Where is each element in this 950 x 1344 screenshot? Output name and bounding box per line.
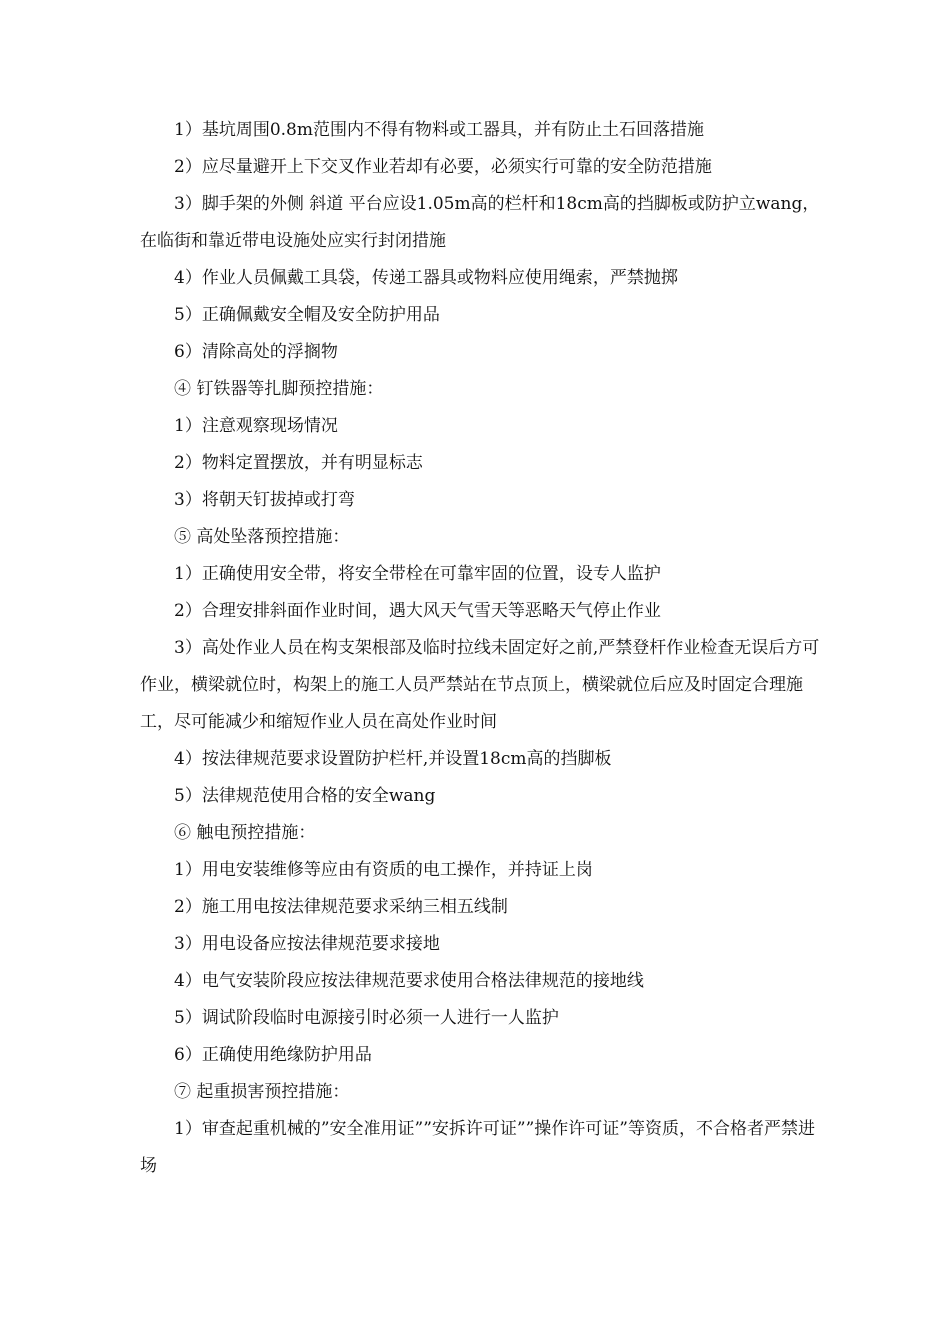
paragraph: 1）基坑周围0.8m范围内不得有物料或工器具，并有防止土石回落措施 (174, 120, 704, 140)
paragraph: 2）施工用电按法律规范要求采纳三相五线制 (174, 897, 508, 917)
paragraph: 1）用电安装维修等应由有资质的电工操作，并持证上岗 (174, 860, 593, 880)
paragraph: 4）作业人员佩戴工具袋，传递工器具或物料应使用绳索，严禁抛掷 (174, 268, 678, 288)
paragraph: 3）脚手架的外侧 斜道 平台应设1.05m高的栏杆和18cm高的挡脚板或防护立wang，在临街和靠近带电设施处应实行封闭措施 (140, 194, 820, 251)
paragraph: 3）高处作业人员在构支架根部及临时拉线未固定好之前,严禁登杆作业检查无误后方可作业，横梁就位时，构架上的施工人员严禁站在节点顶上，横梁就位后应及时固定合理施工，尽可能减少和缩短作业人员在高处作业时间 (140, 638, 820, 732)
paragraph: 2）物料定置摆放，并有明显标志 (174, 453, 423, 473)
paragraph: 5）正确佩戴安全帽及安全防护用品 (174, 305, 440, 325)
paragraph: 6）清除高处的浮搁物 (174, 342, 338, 362)
paragraph: 1）审查起重机械的”安全准用证””安拆许可证””操作许可证”等资质，不合格者严禁进场 (140, 1119, 815, 1176)
paragraph: 3）用电设备应按法律规范要求接地 (174, 934, 440, 954)
paragraph: 6）正确使用绝缘防护用品 (174, 1045, 372, 1065)
section-heading: ⑦ 起重损害预控措施： (174, 1082, 350, 1102)
section-heading: ⑥ 触电预控措施： (174, 823, 316, 843)
paragraph: 1）注意观察现场情况 (174, 416, 338, 436)
paragraph: 1）正确使用安全带，将安全带栓在可靠牢固的位置，设专人监护 (174, 564, 661, 584)
paragraph: 2）合理安排斜面作业时间，遇大风天气雪天等恶略天气停止作业 (174, 601, 661, 621)
paragraph: 5）法律规范使用合格的安全wang (174, 786, 436, 806)
paragraph: 2）应尽量避开上下交叉作业若却有必要，必须实行可靠的安全防范措施 (174, 157, 712, 177)
section-heading: ⑤ 高处坠落预控措施： (174, 527, 350, 547)
paragraph: 3）将朝天钉拔掉或打弯 (174, 490, 355, 510)
document-body (140, 112, 820, 1185)
section-heading: ④ 钉铁器等扎脚预控措施： (174, 379, 384, 399)
paragraph: 5）调试阶段临时电源接引时必须一人进行一人监护 (174, 1008, 559, 1028)
paragraph: 4）按法律规范要求设置防护栏杆,并设置18cm高的挡脚板 (174, 749, 612, 769)
paragraph: 4）电气安装阶段应按法律规范要求使用合格法律规范的接地线 (174, 971, 644, 991)
